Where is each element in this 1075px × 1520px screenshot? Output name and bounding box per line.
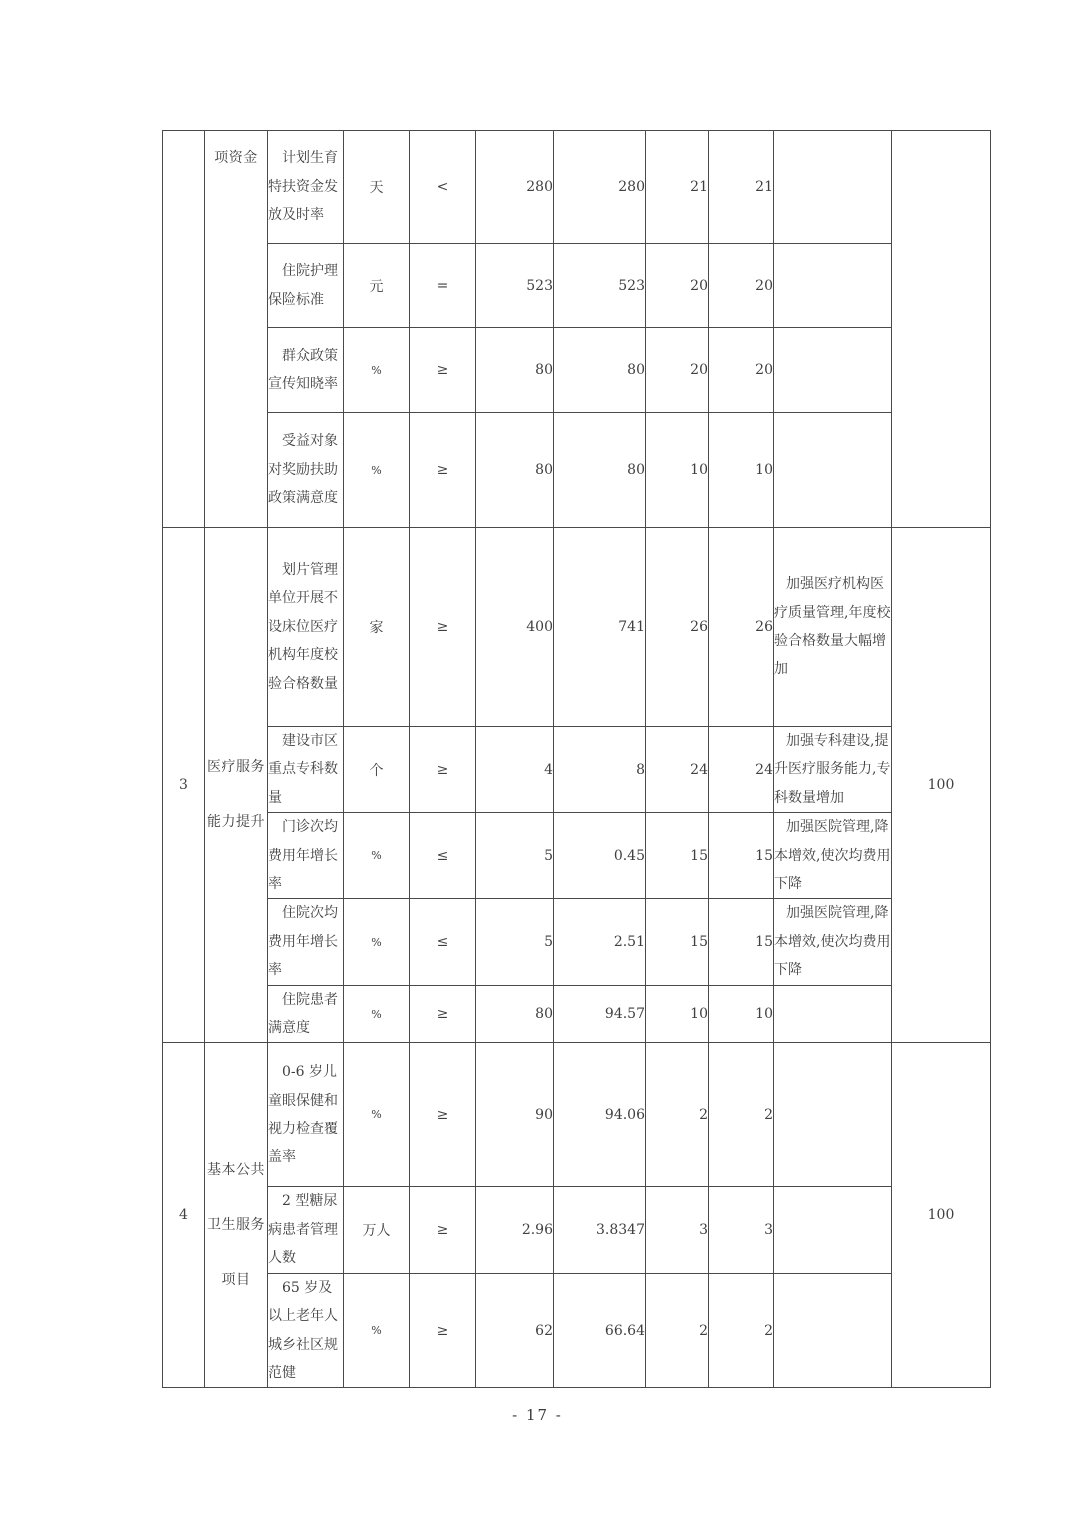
table-row bbox=[163, 727, 991, 813]
unit-cell: % bbox=[344, 1273, 410, 1388]
table-row bbox=[163, 985, 991, 1043]
score-weight-cell: 10 bbox=[646, 985, 709, 1043]
remark-cell: 加强专科建设,提升医疗服务能力,专科数量增加 bbox=[774, 727, 892, 813]
table-row bbox=[163, 528, 991, 727]
section-total-score-cell: 100 bbox=[892, 1043, 991, 1388]
comparison-operator-cell: ≥ bbox=[410, 985, 476, 1043]
table-row bbox=[163, 1187, 991, 1273]
indicator-name-cell: 计划生育特扶资金发放及时率 bbox=[268, 131, 344, 244]
category-cell: 基本公共卫生服务项目 bbox=[205, 1043, 268, 1388]
seq-cell bbox=[163, 131, 205, 528]
score-weight-cell: 20 bbox=[646, 244, 709, 328]
score-weight-cell: 3 bbox=[646, 1187, 709, 1273]
indicator-name-cell: 住院患者满意度 bbox=[268, 985, 344, 1043]
score-result-cell: 24 bbox=[709, 727, 774, 813]
category-cell: 医疗服务能力提升 bbox=[205, 528, 268, 1043]
score-result-cell: 15 bbox=[709, 813, 774, 899]
target-value-cell: 80 bbox=[476, 328, 554, 413]
target-value-cell: 2.96 bbox=[476, 1187, 554, 1273]
indicator-name-cell: 0-6 岁儿童眼保健和视力检查覆盖率 bbox=[268, 1043, 344, 1187]
table-row bbox=[163, 1273, 991, 1388]
actual-value-cell: 2.51 bbox=[554, 899, 646, 985]
remark-cell bbox=[774, 1187, 892, 1273]
score-result-cell: 15 bbox=[709, 899, 774, 985]
performance-indicator-table bbox=[162, 130, 991, 1388]
score-weight-cell: 2 bbox=[646, 1043, 709, 1187]
score-result-cell: 2 bbox=[709, 1043, 774, 1187]
indicator-name-cell: 群众政策宣传知晓率 bbox=[268, 328, 344, 413]
score-result-cell: 3 bbox=[709, 1187, 774, 1273]
unit-cell: % bbox=[344, 985, 410, 1043]
unit-cell: 天 bbox=[344, 131, 410, 244]
table-row bbox=[163, 413, 991, 528]
score-result-cell: 21 bbox=[709, 131, 774, 244]
score-weight-cell: 2 bbox=[646, 1273, 709, 1388]
remark-cell bbox=[774, 413, 892, 528]
actual-value-cell: 8 bbox=[554, 727, 646, 813]
remark-cell bbox=[774, 985, 892, 1043]
unit-cell: 个 bbox=[344, 727, 410, 813]
target-value-cell: 62 bbox=[476, 1273, 554, 1388]
comparison-operator-cell: ≥ bbox=[410, 1187, 476, 1273]
indicator-name-cell: 受益对象对奖励扶助政策满意度 bbox=[268, 413, 344, 528]
comparison-operator-cell: ≥ bbox=[410, 1273, 476, 1388]
score-weight-cell: 24 bbox=[646, 727, 709, 813]
seq-cell: 3 bbox=[163, 528, 205, 1043]
remark-cell bbox=[774, 1043, 892, 1187]
indicator-name-cell: 2 型糖尿病患者管理人数 bbox=[268, 1187, 344, 1273]
target-value-cell: 400 bbox=[476, 528, 554, 727]
table-body bbox=[163, 131, 991, 1388]
actual-value-cell: 741 bbox=[554, 528, 646, 727]
actual-value-cell: 80 bbox=[554, 328, 646, 413]
section-total-score-cell: 100 bbox=[892, 528, 991, 1043]
comparison-operator-cell: ≥ bbox=[410, 528, 476, 727]
table-row bbox=[163, 131, 991, 244]
score-result-cell: 20 bbox=[709, 244, 774, 328]
unit-cell: 万人 bbox=[344, 1187, 410, 1273]
target-value-cell: 4 bbox=[476, 727, 554, 813]
remark-cell: 加强医院管理,降本增效,使次均费用下降 bbox=[774, 813, 892, 899]
score-weight-cell: 26 bbox=[646, 528, 709, 727]
target-value-cell: 5 bbox=[476, 899, 554, 985]
table-row bbox=[163, 244, 991, 328]
target-value-cell: 5 bbox=[476, 813, 554, 899]
score-result-cell: 20 bbox=[709, 328, 774, 413]
remark-cell bbox=[774, 131, 892, 244]
indicator-name-cell: 建设市区重点专科数量 bbox=[268, 727, 344, 813]
comparison-operator-cell: < bbox=[410, 131, 476, 244]
target-value-cell: 90 bbox=[476, 1043, 554, 1187]
target-value-cell: 80 bbox=[476, 985, 554, 1043]
comparison-operator-cell: ≥ bbox=[410, 328, 476, 413]
unit-cell: % bbox=[344, 813, 410, 899]
section-total-score-cell bbox=[892, 131, 991, 528]
indicator-name-cell: 65 岁及以上老年人城乡社区规范健 bbox=[268, 1273, 344, 1388]
score-result-cell: 2 bbox=[709, 1273, 774, 1388]
indicator-name-cell: 住院次均费用年增长率 bbox=[268, 899, 344, 985]
unit-cell: % bbox=[344, 328, 410, 413]
actual-value-cell: 80 bbox=[554, 413, 646, 528]
comparison-operator-cell: ≥ bbox=[410, 413, 476, 528]
target-value-cell: 280 bbox=[476, 131, 554, 244]
comparison-operator-cell: ≥ bbox=[410, 1043, 476, 1187]
remark-cell: 加强医疗机构医疗质量管理,年度校验合格数量大幅增加 bbox=[774, 528, 892, 727]
table-row bbox=[163, 899, 991, 985]
remark-cell bbox=[774, 244, 892, 328]
remark-cell bbox=[774, 1273, 892, 1388]
comparison-operator-cell: ≤ bbox=[410, 899, 476, 985]
remark-cell: 加强医院管理,降本增效,使次均费用下降 bbox=[774, 899, 892, 985]
actual-value-cell: 94.57 bbox=[554, 985, 646, 1043]
unit-cell: 家 bbox=[344, 528, 410, 727]
table-row bbox=[163, 813, 991, 899]
score-result-cell: 10 bbox=[709, 413, 774, 528]
table-row bbox=[163, 1043, 991, 1187]
score-weight-cell: 20 bbox=[646, 328, 709, 413]
target-value-cell: 523 bbox=[476, 244, 554, 328]
seq-cell: 4 bbox=[163, 1043, 205, 1388]
indicator-name-cell: 门诊次均费用年增长率 bbox=[268, 813, 344, 899]
score-result-cell: 10 bbox=[709, 985, 774, 1043]
remark-cell bbox=[774, 328, 892, 413]
comparison-operator-cell: ≤ bbox=[410, 813, 476, 899]
table-row bbox=[163, 328, 991, 413]
score-result-cell: 26 bbox=[709, 528, 774, 727]
actual-value-cell: 280 bbox=[554, 131, 646, 244]
category-cell: 项资金 bbox=[205, 131, 268, 528]
unit-cell: 元 bbox=[344, 244, 410, 328]
comparison-operator-cell: = bbox=[410, 244, 476, 328]
unit-cell: % bbox=[344, 413, 410, 528]
actual-value-cell: 0.45 bbox=[554, 813, 646, 899]
actual-value-cell: 523 bbox=[554, 244, 646, 328]
indicator-name-cell: 住院护理保险标准 bbox=[268, 244, 344, 328]
target-value-cell: 80 bbox=[476, 413, 554, 528]
actual-value-cell: 66.64 bbox=[554, 1273, 646, 1388]
indicator-name-cell: 划片管理单位开展不设床位医疗机构年度校验合格数量 bbox=[268, 528, 344, 727]
score-weight-cell: 21 bbox=[646, 131, 709, 244]
comparison-operator-cell: ≥ bbox=[410, 727, 476, 813]
unit-cell: % bbox=[344, 1043, 410, 1187]
actual-value-cell: 94.06 bbox=[554, 1043, 646, 1187]
score-weight-cell: 15 bbox=[646, 899, 709, 985]
score-weight-cell: 10 bbox=[646, 413, 709, 528]
page-number: - 17 - bbox=[512, 1406, 563, 1424]
score-weight-cell: 15 bbox=[646, 813, 709, 899]
actual-value-cell: 3.8347 bbox=[554, 1187, 646, 1273]
unit-cell: % bbox=[344, 899, 410, 985]
